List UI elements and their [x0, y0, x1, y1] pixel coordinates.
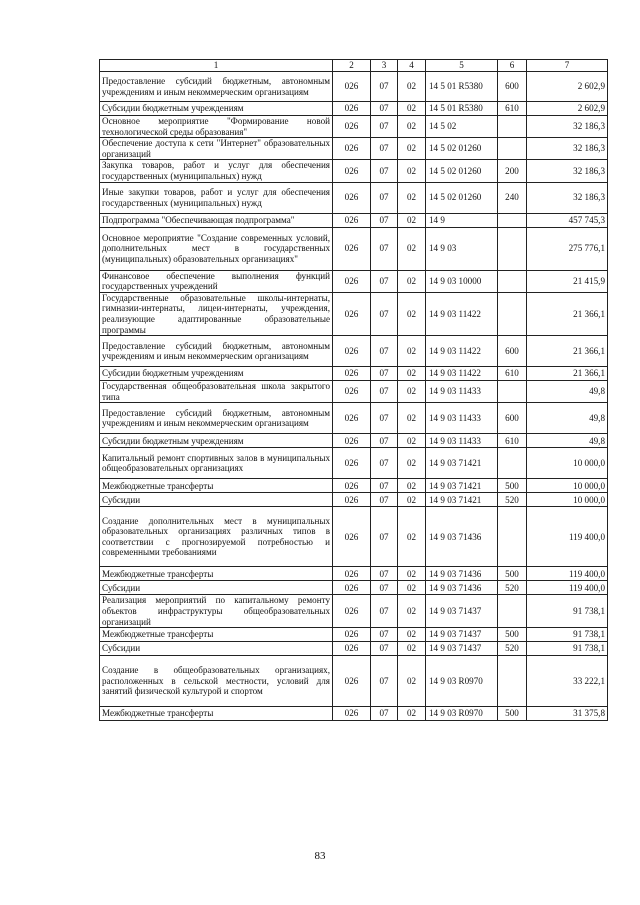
amount-cell: 21 366,1 — [527, 336, 608, 367]
row-name-cell: Субсидии — [100, 493, 333, 507]
budget-code-cell: 026 — [333, 116, 371, 138]
row-name-cell: Предоставление субсидий бюджетным, автономным учреждениям и иным некоммерческим организациям — [100, 403, 333, 434]
expense-type-cell: 500 — [498, 707, 527, 721]
amount-cell: 32 186,3 — [527, 116, 608, 138]
amount-cell: 91 738,1 — [527, 642, 608, 656]
section-cell: 07 — [371, 448, 398, 479]
section-cell: 07 — [371, 182, 398, 213]
table-row — [100, 182, 608, 213]
header-cell: 2 — [333, 60, 371, 72]
subsection-cell: 02 — [398, 493, 426, 507]
row-name-cell: Межбюджетные трансферты — [100, 628, 333, 642]
row-name-cell: Предоставление субсидий бюджетным, автономным учреждениям и иным некоммерческим организациям — [100, 72, 333, 102]
row-name-cell: Субсидии бюджетным учреждениям — [100, 434, 333, 448]
subsection-cell: 02 — [398, 403, 426, 434]
row-name-cell: Иные закупки товаров, работ и услуг для обеспечения государственных (муниципальных) нужд — [100, 182, 333, 213]
expense-type-cell — [498, 213, 527, 227]
budget-code-cell: 026 — [333, 479, 371, 493]
budget-code-cell: 026 — [333, 493, 371, 507]
target-article-cell: 14 9 03 R0970 — [426, 656, 498, 707]
section-cell: 07 — [371, 595, 398, 628]
amount-cell: 21 366,1 — [527, 367, 608, 381]
expense-type-cell — [498, 292, 527, 335]
section-cell: 07 — [371, 367, 398, 381]
target-article-cell: 14 5 02 — [426, 116, 498, 138]
amount-cell: 32 186,3 — [527, 160, 608, 182]
budget-code-cell: 026 — [333, 448, 371, 479]
table-row — [100, 448, 608, 479]
section-cell: 07 — [371, 116, 398, 138]
section-cell: 07 — [371, 213, 398, 227]
target-article-cell: 14 9 03 — [426, 227, 498, 270]
amount-cell: 10 000,0 — [527, 479, 608, 493]
amount-cell: 275 776,1 — [527, 227, 608, 270]
budget-code-cell: 026 — [333, 581, 371, 595]
subsection-cell: 02 — [398, 642, 426, 656]
budget-code-cell: 026 — [333, 160, 371, 182]
table-row — [100, 138, 608, 160]
subsection-cell: 02 — [398, 116, 426, 138]
target-article-cell: 14 9 03 71437 — [426, 628, 498, 642]
budget-code-cell: 026 — [333, 336, 371, 367]
row-name-cell: Межбюджетные трансферты — [100, 479, 333, 493]
target-article-cell: 14 9 03 71436 — [426, 507, 498, 567]
subsection-cell: 02 — [398, 227, 426, 270]
section-cell: 07 — [371, 434, 398, 448]
expense-type-cell: 500 — [498, 628, 527, 642]
subsection-cell: 02 — [398, 213, 426, 227]
row-name-cell: Подпрограмма "Обеспечивающая подпрограмма" — [100, 213, 333, 227]
table-row — [100, 507, 608, 567]
target-article-cell: 14 9 03 11433 — [426, 381, 498, 403]
amount-cell: 2 602,9 — [527, 72, 608, 102]
subsection-cell: 02 — [398, 292, 426, 335]
amount-cell: 32 186,3 — [527, 138, 608, 160]
target-article-cell: 14 9 03 71437 — [426, 642, 498, 656]
section-cell: 07 — [371, 628, 398, 642]
budget-code-cell: 026 — [333, 270, 371, 292]
subsection-cell: 02 — [398, 567, 426, 581]
table-row — [100, 581, 608, 595]
target-article-cell: 14 9 03 71436 — [426, 581, 498, 595]
header-cell: 4 — [398, 60, 426, 72]
target-article-cell: 14 9 03 71421 — [426, 448, 498, 479]
table-row — [100, 336, 608, 367]
row-name-cell: Субсидии бюджетным учреждениям — [100, 102, 333, 116]
section-cell: 07 — [371, 642, 398, 656]
budget-code-cell: 026 — [333, 403, 371, 434]
row-name-cell: Субсидии — [100, 581, 333, 595]
expense-type-cell — [498, 507, 527, 567]
amount-cell: 21 366,1 — [527, 292, 608, 335]
expense-type-cell: 610 — [498, 102, 527, 116]
target-article-cell: 14 9 03 10000 — [426, 270, 498, 292]
budget-table-body — [100, 60, 608, 721]
expense-type-cell — [498, 116, 527, 138]
row-name-cell: Основное мероприятие "Формирование новой технологической среды образования" — [100, 116, 333, 138]
amount-cell: 33 222,1 — [527, 656, 608, 707]
row-name-cell: Межбюджетные трансферты — [100, 707, 333, 721]
target-article-cell: 14 9 03 71421 — [426, 493, 498, 507]
subsection-cell: 02 — [398, 102, 426, 116]
table-row — [100, 642, 608, 656]
table-row — [100, 160, 608, 182]
budget-code-cell: 026 — [333, 102, 371, 116]
subsection-cell: 02 — [398, 628, 426, 642]
table-row — [100, 227, 608, 270]
expense-type-cell: 500 — [498, 567, 527, 581]
target-article-cell: 14 5 02 01260 — [426, 160, 498, 182]
section-cell: 07 — [371, 270, 398, 292]
target-article-cell: 14 9 03 71436 — [426, 567, 498, 581]
section-cell: 07 — [371, 479, 398, 493]
budget-code-cell: 026 — [333, 182, 371, 213]
section-cell: 07 — [371, 160, 398, 182]
expense-type-cell: 520 — [498, 581, 527, 595]
header-cell: 1 — [100, 60, 333, 72]
row-name-cell: Основное мероприятие "Создание современных условий, дополнительных мест в государственных (муниципальных) образовательных организациях" — [100, 227, 333, 270]
target-article-cell: 14 9 03 R0970 — [426, 707, 498, 721]
subsection-cell: 02 — [398, 581, 426, 595]
target-article-cell: 14 5 01 R5380 — [426, 102, 498, 116]
section-cell: 07 — [371, 381, 398, 403]
budget-code-cell: 026 — [333, 138, 371, 160]
row-name-cell: Государственные образовательные школы-интернаты, гимназии-интернаты, лицеи-интернаты, учреждения, реализующие адаптированные образовательные программы — [100, 292, 333, 335]
amount-cell: 91 738,1 — [527, 595, 608, 628]
amount-cell: 10 000,0 — [527, 493, 608, 507]
subsection-cell: 02 — [398, 448, 426, 479]
row-name-cell: Обеспечение доступа к сети "Интернет" образовательных организаций — [100, 138, 333, 160]
subsection-cell: 02 — [398, 160, 426, 182]
budget-code-cell: 026 — [333, 642, 371, 656]
budget-code-cell: 026 — [333, 595, 371, 628]
target-article-cell: 14 9 — [426, 213, 498, 227]
amount-cell: 31 375,8 — [527, 707, 608, 721]
table-row — [100, 72, 608, 102]
amount-cell: 49,8 — [527, 434, 608, 448]
subsection-cell: 02 — [398, 270, 426, 292]
subsection-cell: 02 — [398, 138, 426, 160]
header-cell: 6 — [498, 60, 527, 72]
budget-table — [99, 59, 608, 721]
page-number: 83 — [314, 850, 326, 862]
row-name-cell: Государственная общеобразовательная школа закрытого типа — [100, 381, 333, 403]
table-row — [100, 567, 608, 581]
section-cell: 07 — [371, 336, 398, 367]
amount-cell: 32 186,3 — [527, 182, 608, 213]
header-row — [100, 60, 608, 72]
header-cell: 3 — [371, 60, 398, 72]
expense-type-cell: 600 — [498, 403, 527, 434]
row-name-cell: Субсидии бюджетным учреждениям — [100, 367, 333, 381]
row-name-cell: Предоставление субсидий бюджетным, автономным учреждениям и иным некоммерческим организациям — [100, 336, 333, 367]
amount-cell: 119 400,0 — [527, 507, 608, 567]
table-row — [100, 479, 608, 493]
row-name-cell: Создание дополнительных мест в муниципальных образовательных организациях различных типов в соответствии с прогнозируемой потребностью и современными требованиями — [100, 507, 333, 567]
table-row — [100, 493, 608, 507]
table-row — [100, 381, 608, 403]
section-cell: 07 — [371, 707, 398, 721]
amount-cell: 49,8 — [527, 403, 608, 434]
section-cell: 07 — [371, 581, 398, 595]
expense-type-cell — [498, 656, 527, 707]
table-row — [100, 403, 608, 434]
expense-type-cell — [498, 270, 527, 292]
subsection-cell: 02 — [398, 479, 426, 493]
subsection-cell: 02 — [398, 182, 426, 213]
subsection-cell: 02 — [398, 507, 426, 567]
amount-cell: 457 745,3 — [527, 213, 608, 227]
section-cell: 07 — [371, 72, 398, 102]
section-cell: 07 — [371, 656, 398, 707]
target-article-cell: 14 9 03 11433 — [426, 434, 498, 448]
subsection-cell: 02 — [398, 707, 426, 721]
section-cell: 07 — [371, 567, 398, 581]
row-name-cell: Капитальный ремонт спортивных залов в муниципальных общеобразовательных организациях — [100, 448, 333, 479]
table-row — [100, 434, 608, 448]
expense-type-cell: 500 — [498, 479, 527, 493]
expense-type-cell: 520 — [498, 493, 527, 507]
row-name-cell: Создание в общеобразовательных организациях, расположенных в сельской местности, условий для занятий физической культурой и спортом — [100, 656, 333, 707]
section-cell: 07 — [371, 403, 398, 434]
budget-code-cell: 026 — [333, 707, 371, 721]
section-cell: 07 — [371, 227, 398, 270]
target-article-cell: 14 9 03 71421 — [426, 479, 498, 493]
table-row — [100, 595, 608, 628]
expense-type-cell — [498, 448, 527, 479]
subsection-cell: 02 — [398, 595, 426, 628]
table-row — [100, 367, 608, 381]
expense-type-cell: 600 — [498, 72, 527, 102]
budget-code-cell: 026 — [333, 213, 371, 227]
amount-cell: 119 400,0 — [527, 567, 608, 581]
section-cell: 07 — [371, 292, 398, 335]
table-row — [100, 628, 608, 642]
budget-code-cell: 026 — [333, 381, 371, 403]
budget-code-cell: 026 — [333, 656, 371, 707]
amount-cell: 91 738,1 — [527, 628, 608, 642]
table-row — [100, 707, 608, 721]
budget-code-cell: 026 — [333, 628, 371, 642]
table-row — [100, 292, 608, 335]
expense-type-cell — [498, 138, 527, 160]
table-row — [100, 656, 608, 707]
table-row — [100, 102, 608, 116]
row-name-cell: Субсидии — [100, 642, 333, 656]
section-cell: 07 — [371, 138, 398, 160]
table-row — [100, 213, 608, 227]
amount-cell: 49,8 — [527, 381, 608, 403]
subsection-cell: 02 — [398, 656, 426, 707]
target-article-cell: 14 9 03 71437 — [426, 595, 498, 628]
amount-cell: 119 400,0 — [527, 581, 608, 595]
expense-type-cell — [498, 381, 527, 403]
row-name-cell: Межбюджетные трансферты — [100, 567, 333, 581]
subsection-cell: 02 — [398, 336, 426, 367]
header-cell: 7 — [527, 60, 608, 72]
budget-code-cell: 026 — [333, 367, 371, 381]
row-name-cell: Закупка товаров, работ и услуг для обеспечения государственных (муниципальных) нужд — [100, 160, 333, 182]
target-article-cell: 14 9 03 11433 — [426, 403, 498, 434]
amount-cell: 21 415,9 — [527, 270, 608, 292]
subsection-cell: 02 — [398, 367, 426, 381]
row-name-cell: Финансовое обеспечение выполнения функций государственных учреждений — [100, 270, 333, 292]
expense-type-cell: 610 — [498, 434, 527, 448]
subsection-cell: 02 — [398, 381, 426, 403]
header-cell: 5 — [426, 60, 498, 72]
expense-type-cell — [498, 595, 527, 628]
amount-cell: 2 602,9 — [527, 102, 608, 116]
expense-type-cell: 610 — [498, 367, 527, 381]
target-article-cell: 14 9 03 11422 — [426, 336, 498, 367]
section-cell: 07 — [371, 102, 398, 116]
expense-type-cell — [498, 227, 527, 270]
target-article-cell: 14 9 03 11422 — [426, 367, 498, 381]
section-cell: 07 — [371, 507, 398, 567]
expense-type-cell: 520 — [498, 642, 527, 656]
expense-type-cell: 600 — [498, 336, 527, 367]
budget-code-cell: 026 — [333, 507, 371, 567]
subsection-cell: 02 — [398, 434, 426, 448]
row-name-cell: Реализация мероприятий по капитальному ремонту объектов инфраструктуры общеобразовательных организаций — [100, 595, 333, 628]
budget-code-cell: 026 — [333, 227, 371, 270]
budget-code-cell: 026 — [333, 567, 371, 581]
target-article-cell: 14 9 03 11422 — [426, 292, 498, 335]
table-row — [100, 270, 608, 292]
target-article-cell: 14 5 01 R5380 — [426, 72, 498, 102]
amount-cell: 10 000,0 — [527, 448, 608, 479]
section-cell: 07 — [371, 493, 398, 507]
subsection-cell: 02 — [398, 72, 426, 102]
expense-type-cell: 240 — [498, 182, 527, 213]
budget-code-cell: 026 — [333, 292, 371, 335]
budget-code-cell: 026 — [333, 72, 371, 102]
target-article-cell: 14 5 02 01260 — [426, 182, 498, 213]
table-row — [100, 116, 608, 138]
target-article-cell: 14 5 02 01260 — [426, 138, 498, 160]
expense-type-cell: 200 — [498, 160, 527, 182]
budget-code-cell: 026 — [333, 434, 371, 448]
